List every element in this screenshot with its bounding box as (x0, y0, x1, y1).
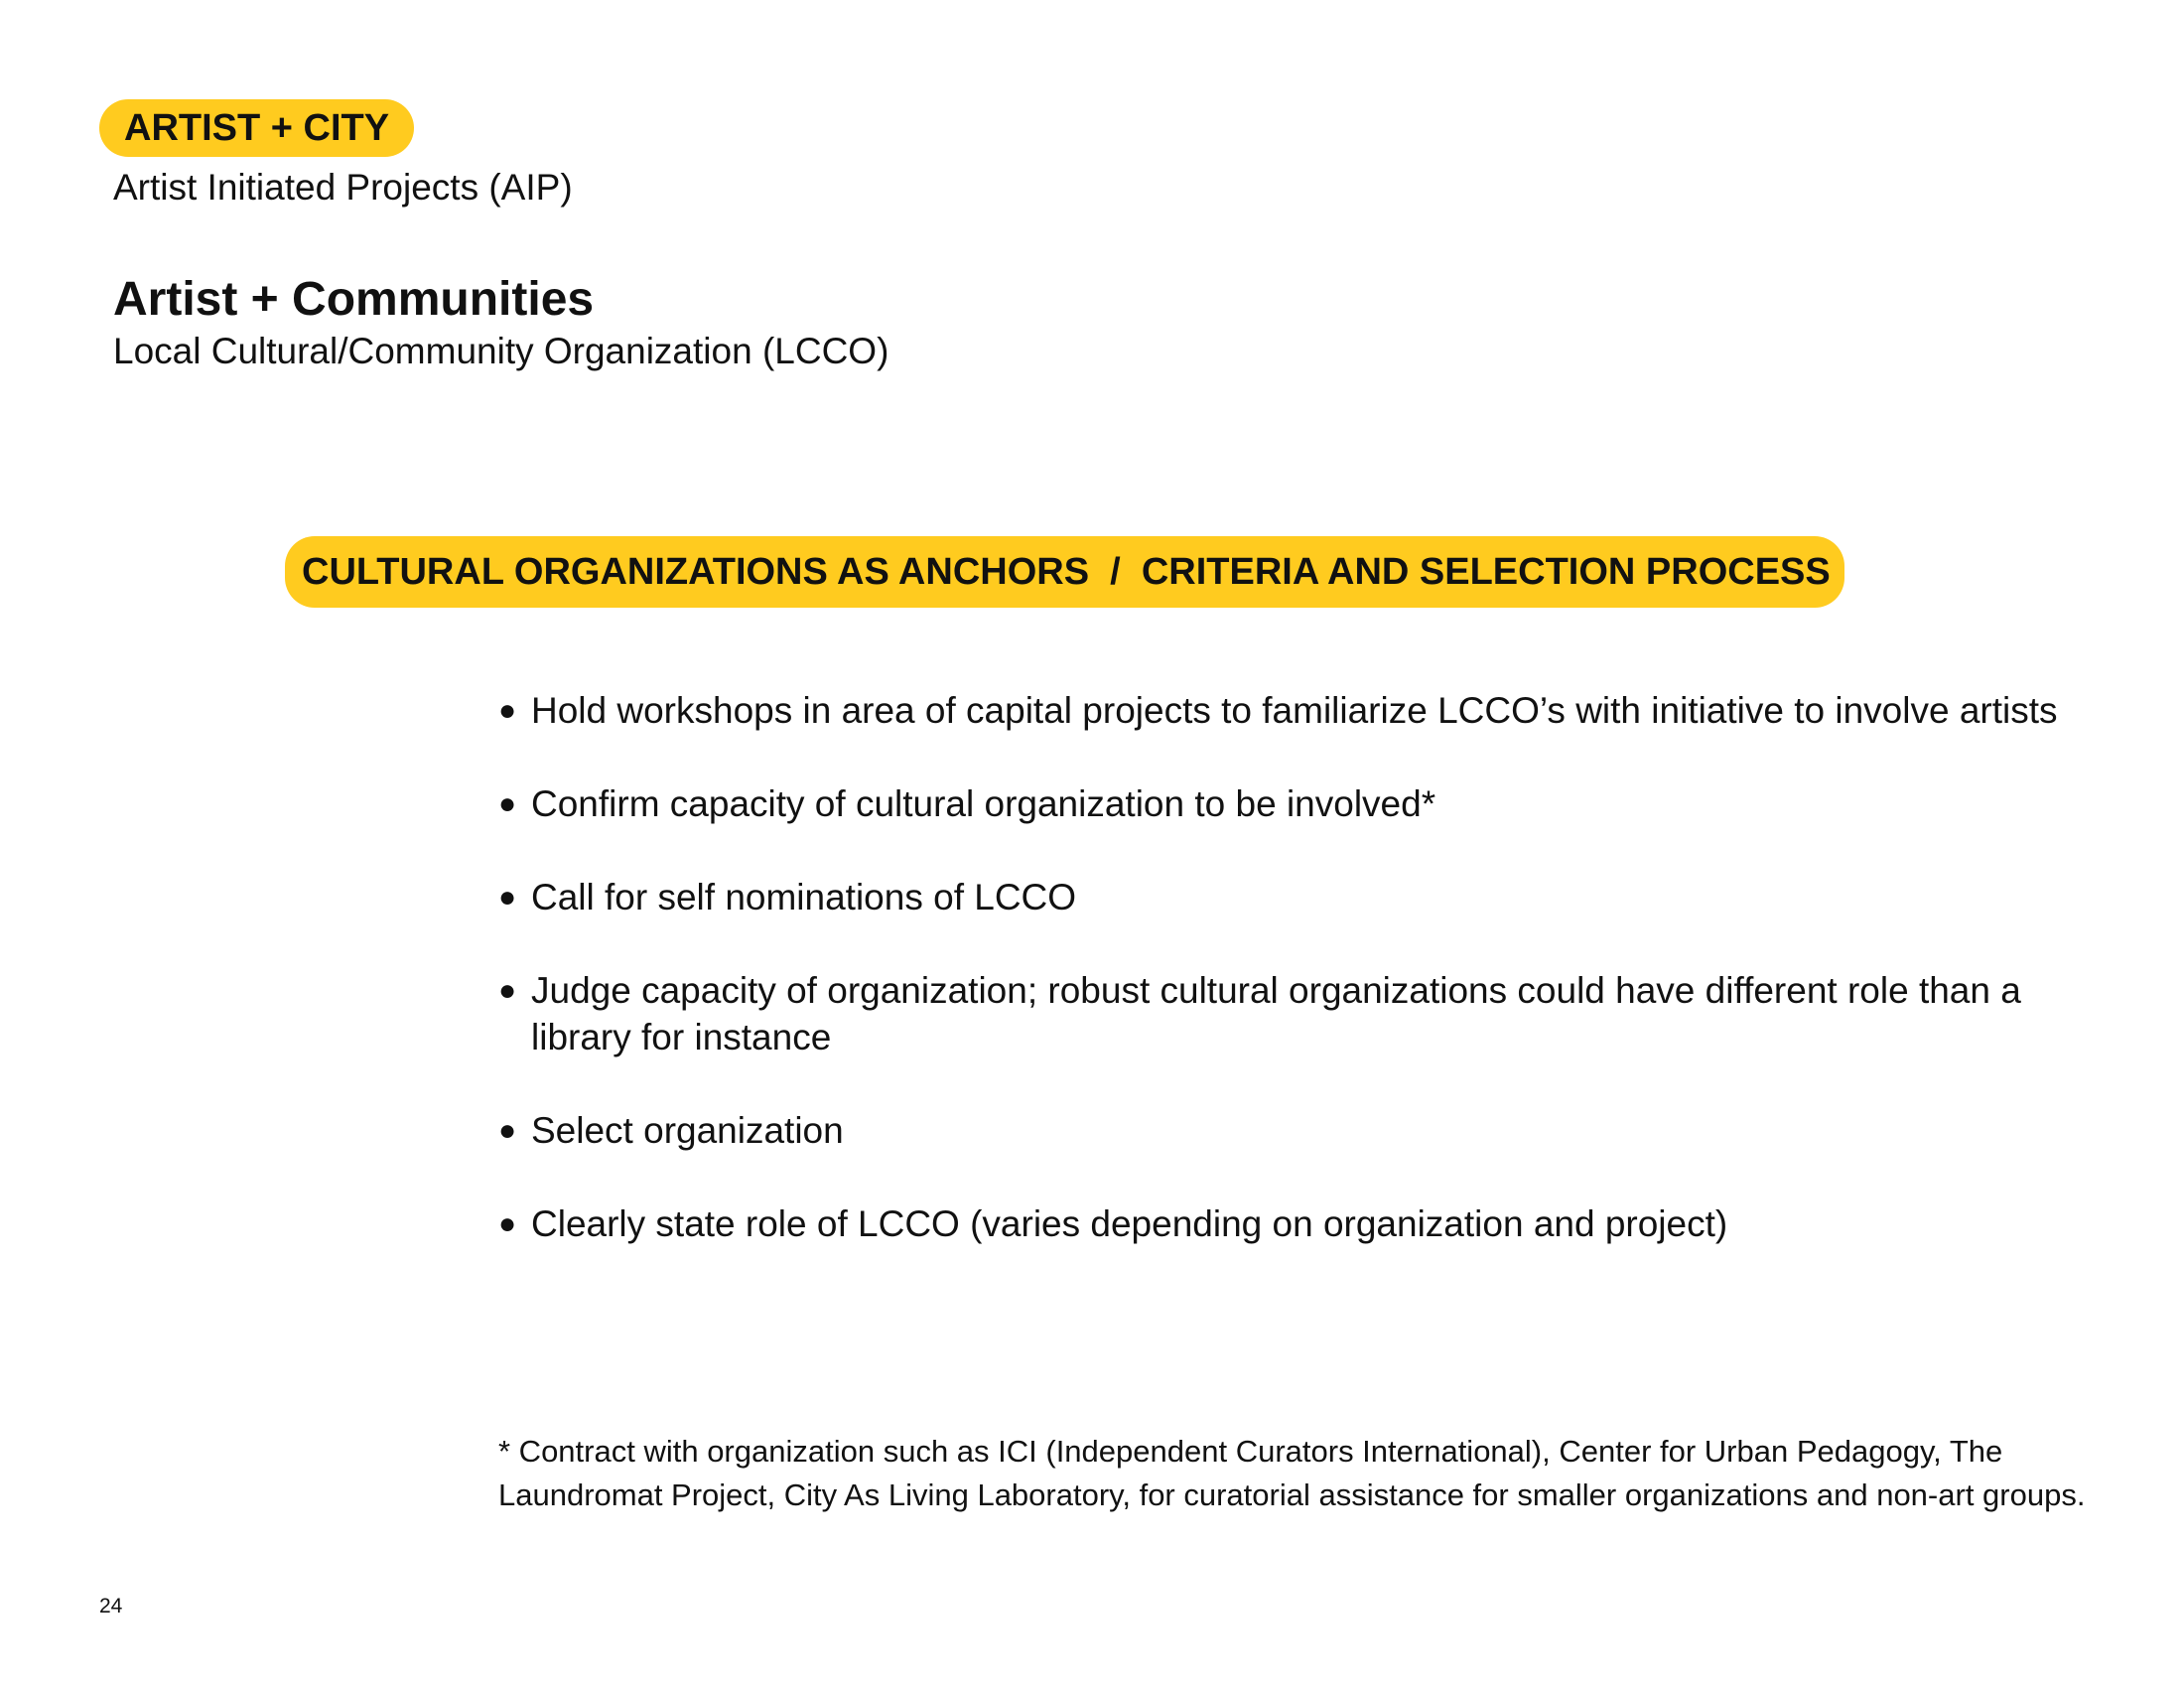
list-item-text: Judge capacity of organization; robust cultural organizations could have different role than a library for instance (531, 970, 2021, 1057)
list-item (498, 687, 2107, 734)
list-item (498, 1107, 2107, 1154)
list-item (498, 1200, 2107, 1247)
bullet-icon: ● (498, 1114, 517, 1147)
footnote: * Contract with organization such as ICI (Independent Curators International), Center for Urban Pedagogy, The Laundromat Project, City As Living Laboratory, for curatorial assistance for smaller organizations and non-art groups. (498, 1434, 2086, 1512)
bullet-icon: ● (498, 787, 517, 820)
page-subheading: Local Cultural/Community Organization (LCCO) (113, 331, 889, 371)
page-subtitle: Artist Initiated Projects (AIP) (113, 167, 573, 208)
page-heading: Artist + Communities (113, 273, 595, 326)
list-item (498, 967, 2107, 1060)
list-item-text: Hold workshops in area of capital projects to familiarize LCCO’s with initiative to involve artists (531, 690, 2058, 731)
section-tag: ARTIST + CITY (99, 99, 414, 157)
list-item-text: Clearly state role of LCCO (varies depending on organization and project) (531, 1203, 1728, 1244)
page-number: 24 (99, 1595, 123, 1618)
bullet-icon: ● (498, 881, 517, 914)
criteria-list (498, 687, 2107, 1294)
list-item (498, 780, 2107, 827)
bullet-icon: ● (498, 694, 517, 727)
criteria-banner: CULTURAL ORGANIZATIONS AS ANCHORS / CRITERIA AND SELECTION PROCESS (285, 536, 1844, 608)
list-item-text: Select organization (531, 1110, 844, 1151)
list-item (498, 874, 2107, 920)
list-item-text: Confirm capacity of cultural organization to be involved* (531, 783, 1436, 824)
bullet-icon: ● (498, 974, 517, 1007)
bullet-icon: ● (498, 1207, 517, 1240)
list-item-text: Call for self nominations of LCCO (531, 877, 1077, 917)
